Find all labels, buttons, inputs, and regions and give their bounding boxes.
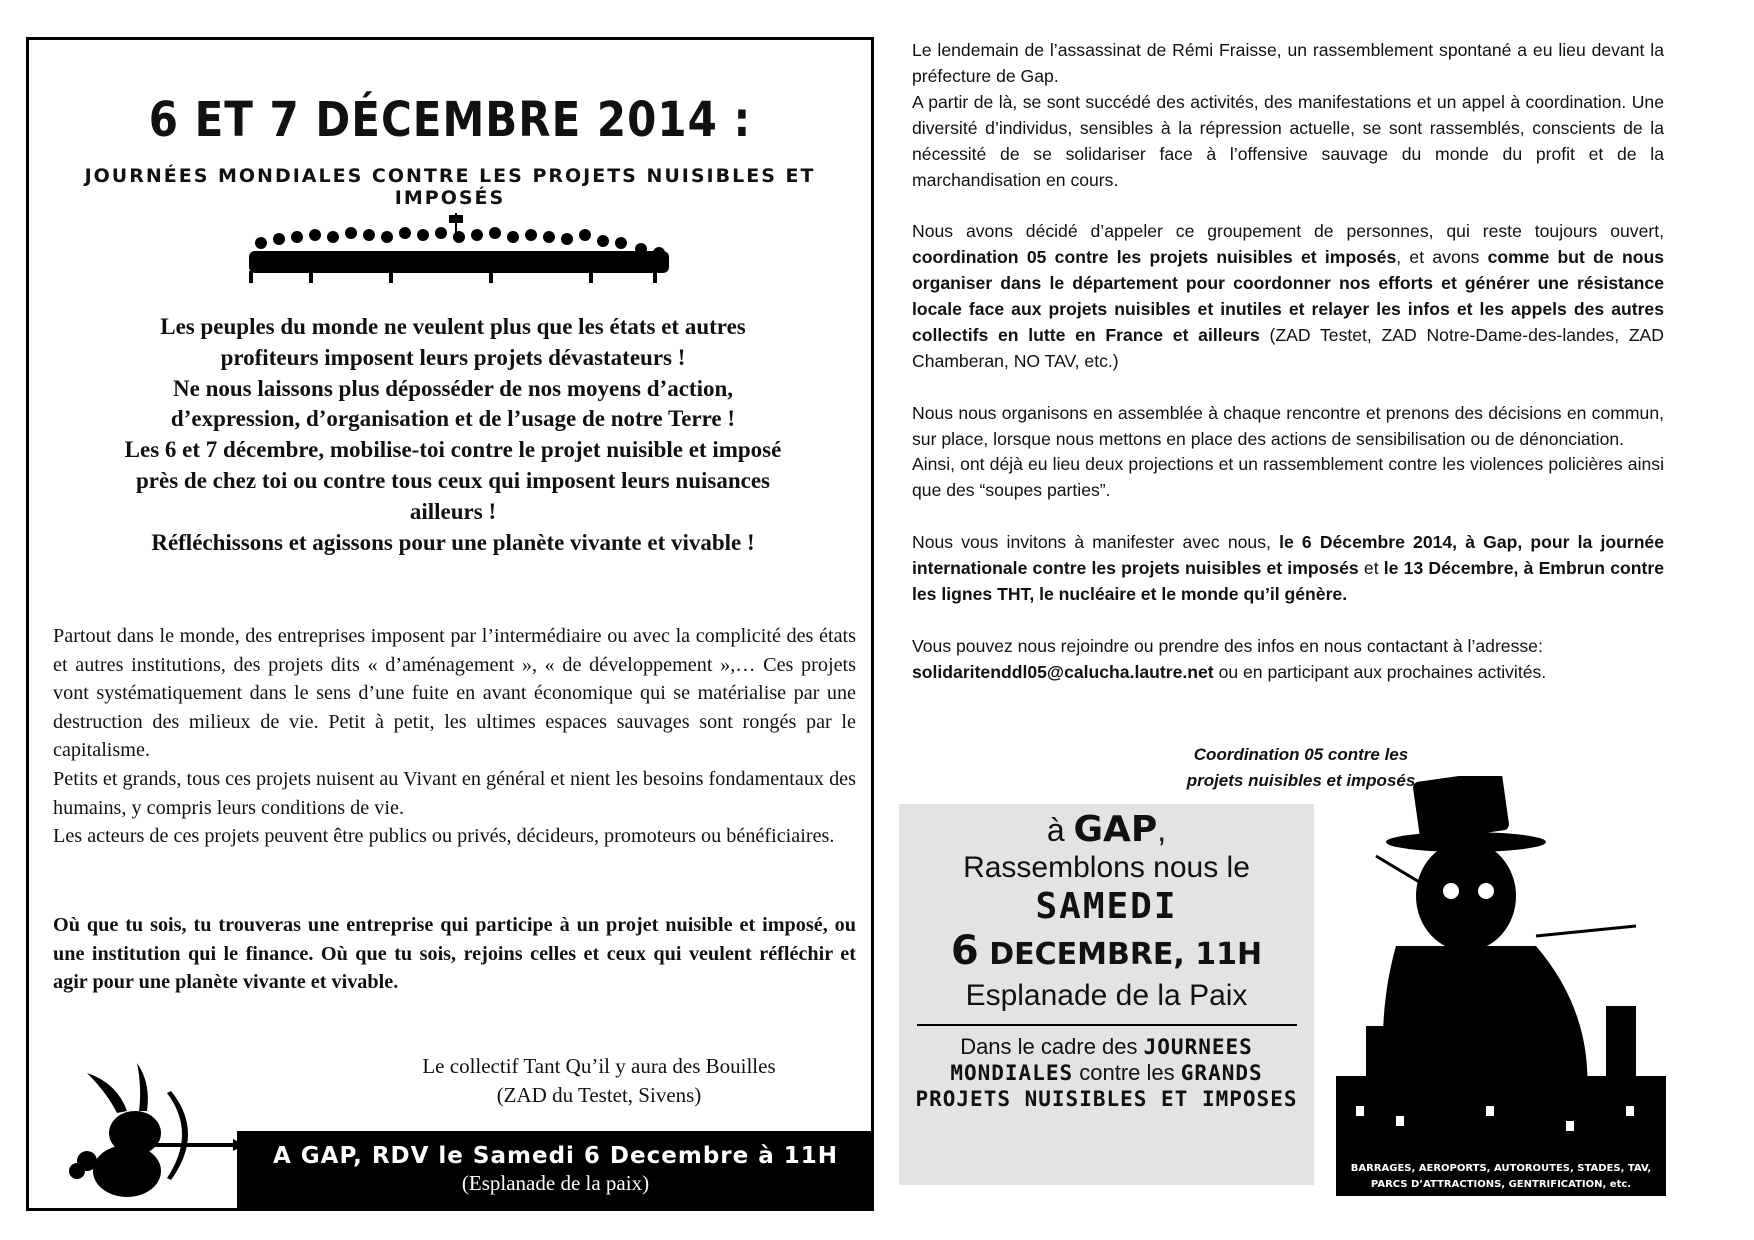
text: contre les (1079, 1060, 1175, 1085)
gap-day: SAMEDI (1035, 886, 1178, 927)
rdv-line: A GAP, RDV le Samedi 6 Decembre à 11H (272, 1143, 839, 1169)
rabbit-archer-illustration (47, 1053, 247, 1203)
text: Nous vous invitons à manifester avec nous, (912, 532, 1271, 553)
text: , (1157, 812, 1167, 848)
body-paragraph: Partout dans le monde, des entreprises imposent par l’intermédiaire ou avec la complicité des états et autres institutions, des projets dits « d’aménagement », « de développement »,… Ces projets vont systématiquement dans le sens d’une fuite en avant économique qui se matérialise par une destruction des milieux de vie. Petit à petit, les ultimes espaces sauvages sont rongés par le capitalisme. (53, 625, 856, 762)
signature-line: Le collectif Tant Qu’il y aura des Bouilles (422, 1054, 776, 1078)
gap-place: Esplanade de la Paix (965, 979, 1248, 1012)
text: et (1363, 558, 1379, 579)
coordination-label-line: projets nuisibles et imposés (1186, 771, 1416, 790)
rdv-banner (237, 1131, 874, 1211)
signature (359, 1052, 839, 1110)
gap-rally-line: Rassemblons nous le (963, 851, 1250, 884)
divider (917, 1024, 1297, 1026)
caption-line: PARCS D’ATTRACTIONS, GENTRIFICATION, etc. (1370, 1179, 1632, 1190)
text: Ainsi, ont déjà eu lieu deux projections et un rassemblement contre les violences policières ainsi que des “soupes parties”. (912, 454, 1664, 501)
text: Nous avons décidé d’appeler ce groupement de personnes, qui reste toujours ouvert, (912, 221, 1664, 242)
body-text (53, 622, 856, 851)
contact-email[interactable]: solidaritenddl05@calucha.lautre.net (912, 661, 1214, 682)
manifesto-line: Les 6 et 7 décembre, mobilise-toi contre le projet nuisible et imposé (124, 437, 782, 463)
coordination-goal: comme but de nous organiser dans le département pour coordonner nos efforts et générer une résistance locale face aux projets nuisibles et inutiles et relayer les infos et les appels des autres collectifs en lutte en France et ailleurs (912, 247, 1664, 345)
paragraph-assembly (912, 401, 1664, 505)
main-title: 6 ET 7 DÉCEMBRE 2014 : (148, 91, 752, 148)
event-embrun: le 13 Décembre, à Embrun contre les lignes THT, le nucléaire et le monde qu’il génère. (912, 558, 1665, 604)
gap-date-rest: DECEMBRE, 11H (989, 937, 1263, 972)
closing-text: Où que tu sois, tu trouveras une entreprise qui participe à un projet nuisible et imposé, ou une institution qui le finance. Où que tu sois, rejoins celles et ceux qui veulent réfléchir et agir pour une planète vivante et vivable. (53, 914, 856, 994)
manifesto-line: Les peuples du monde ne veulent plus que les états et autres (160, 314, 746, 339)
gap-date-number: 6 (950, 928, 979, 974)
signature-line: (ZAD du Testet, Sivens) (496, 1083, 702, 1107)
event-gap: le 6 Décembre 2014, à Gap, pour la journée internationale contre les projets nuisibles et imposés (912, 532, 1665, 579)
coordination-name: coordination 05 contre les projets nuisibles et imposés (912, 247, 1397, 268)
text: GRANDS PROJETS NUISIBLES ET IMPOSES (915, 1061, 1298, 1111)
illustration-caption (1346, 1161, 1656, 1193)
text: à (1046, 812, 1065, 848)
gap-announcement-box (899, 804, 1314, 1185)
gap-line (899, 810, 1314, 850)
text: Le lendemain de l’assassinat de Rémi Fraisse, un rassemblement spontané a eu lieu devant la préfecture de Gap. (912, 40, 1664, 86)
gap-city: GAP (1073, 809, 1158, 850)
text: Nous nous organisons en assemblée à chaque rencontre et prenons des décisions en commun, sur place, lorsque nous mettons en place des actions de sensibilisation ou de dénonciation. (912, 402, 1664, 449)
manifesto-text (59, 312, 847, 558)
body-paragraph: Petits et grands, tous ces projets nuisent au Vivant en général et nient les besoins fondamentaux des humains, y compris leurs conditions de vie. (53, 767, 856, 819)
manifesto-line: ailleurs ! (409, 498, 497, 524)
coordination-label-line: Coordination 05 contre les (1193, 745, 1409, 764)
manifesto-line: Réfléchissons et agissons pour une planète vivante et vivable ! (151, 529, 755, 555)
capitalist-illustration (1336, 776, 1666, 1196)
left-flyer-panel (26, 37, 874, 1211)
paragraph-intro (912, 38, 1664, 193)
rdv-place: (Esplanade de la paix) (461, 1171, 650, 1195)
text: Dans le cadre des (960, 1034, 1138, 1059)
right-text-column (912, 38, 1664, 711)
text: JOURNEES MONDIALES (950, 1035, 1253, 1085)
gap-context (899, 1034, 1314, 1112)
manifesto-line: Ne nous laissons plus déposséder de nos moyens d’action, (173, 375, 733, 401)
gap-date (899, 928, 1314, 978)
paragraph-invitation (912, 530, 1664, 608)
paragraph-coordination (912, 219, 1664, 374)
manifesto-line: d’expression, d’organisation et de l’usage de notre Terre ! (170, 406, 736, 432)
manifesto-line: profiteurs imposent leurs projets dévastateurs ! (220, 344, 686, 370)
body-paragraph: Les acteurs de ces projets peuvent être publics ou privés, décideurs, promoteurs ou bénéficiaires. (53, 825, 835, 848)
text: , et avons (1396, 247, 1480, 268)
subtitle: JOURNÉES MONDIALES CONTRE LES PROJETS NUISIBLES ET IMPOSÉS (84, 165, 816, 209)
manifesto-line: près de chez toi ou contre tous ceux qui imposent leurs nuisances (136, 467, 770, 493)
text: Vous pouvez nous rejoindre ou prendre des infos en nous contactant à l’adresse: (912, 635, 1543, 656)
caption-line: BARRAGES, AEROPORTS, AUTOROUTES, STADES, TAV, (1350, 1163, 1652, 1174)
text: (ZAD Testet, ZAD Notre-Dame-des-landes, ZAD Chamberan, NO TAV, etc.) (912, 324, 1665, 371)
text: A partir de là, se sont succédé des activités, des manifestations et un appel à coordination. Une diversité d’individus, sensibles à la répression actuelle, se sont rassemblés, conscients de la nécessité de se solidariser face à l’offensive sauvage du monde du profit et de la marchandisation en cours. (912, 91, 1664, 190)
paragraph-contact (912, 634, 1664, 686)
marching-crowd-illustration (249, 213, 669, 283)
text: ou en participant aux prochaines activités. (1218, 661, 1547, 682)
